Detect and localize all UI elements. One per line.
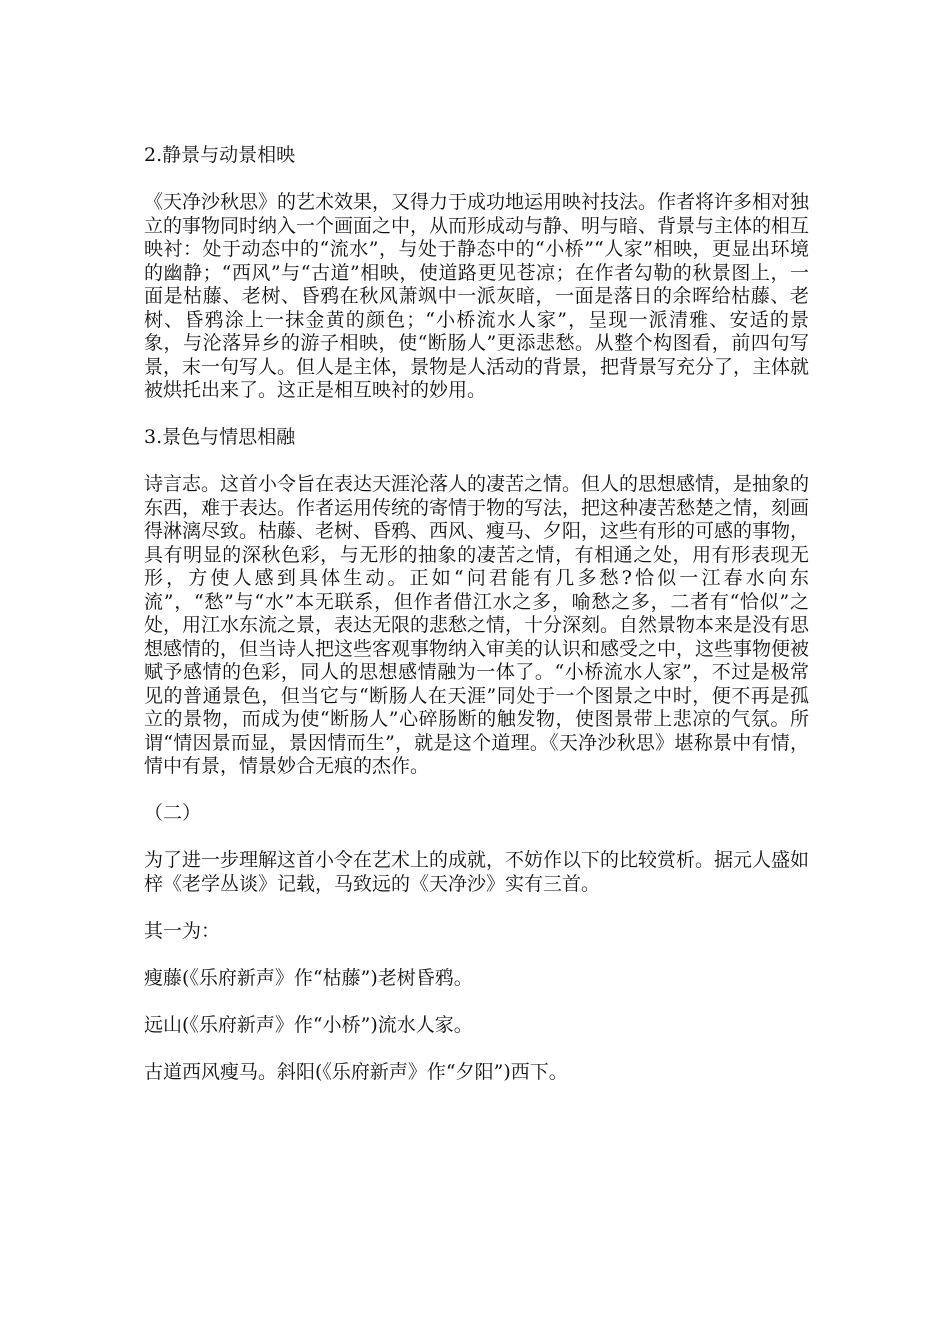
verse-line: 古道西风瘦马。斜阳(《乐府新声》作“夕阳”)西下。 [144, 1060, 568, 1083]
section-heading: 2.静景与动景相映 [144, 144, 296, 166]
verse-line: 瘦藤(《乐府新声》作“枯藤”)老树昏鸦。 [144, 966, 473, 989]
section-heading: （二） [144, 802, 202, 824]
verse-line: 远山(《乐府新声》作“小桥”)流水人家。 [144, 1013, 473, 1036]
body-paragraph: 为了进一步理解这首小令在艺术上的成就，不妨作以下的比较赏析。据元人盛如梓《老学丛谈》记载，马致远的《天净沙》实有三首。 [144, 849, 810, 895]
document-body [144, 144, 809, 1108]
section-heading: 3.景色与情思相融 [144, 426, 296, 448]
body-paragraph: 诗言志。这首小令旨在表达天涯沦落人的凄苦之情。但人的思想感情，是抽象的东西，难于表达。作者运用传统的寄情于物的写法，把这种凄苦愁楚之情，刻画得淋漓尽致。枯藤、老树、昏鸦、西风、瘦马、夕阳，这些有形的可感的事物，具有明显的深秋色彩，与无形的抽象的凄苦之情，有相通之处，用有形表现无形，方使人感到具体生动。正如“问君能有几多愁?恰似一江春水向东流”，“愁”与“水”本无联系，但作者借江水之多，喻愁之多，二者有“恰似”之处，用江水东流之景，表达无限的悲愁之情，十分深刻。自然景物本来是没有思想感情的，但当诗人把这些客观事物纳入审美的认识和感受之中，这些事物便被赋予感情的色彩，同人的思想感情融为一体了。“小桥流水人家”，不过是极常见的普通景色，但当它与“断肠人在天涯”同处于一个图景之中时，便不再是孤立的景物，而成为使“断肠人”心碎肠断的触发物，使图景带上悲凉的气氛。所谓“情因景而显，景因情而生”，就是这个道理。《天净沙秋思》堪称景中有情，情中有景，情景妙合无痕的杰作。 [144, 473, 810, 777]
body-paragraph: 其一为： [144, 919, 221, 942]
body-paragraph: 《天净沙秋思》的艺术效果，又得力于成功地运用映衬技法。作者将许多相对独立的事物同时纳入一个画面之中，从而形成动与静、明与暗、背景与主体的相互映衬：处于动态中的“流水”，与处于静态中的“小桥”“人家”相映，更显出环境的幽静；“西风”与“古道”相映，使道路更见苍凉；在作者勾勒的秋景图上，一面是枯藤、老树、昏鸦在秋风萧飒中一派灰暗，一面是落日的余晖给枯藤、老树、昏鸦涂上一抹金黄的颜色；“小桥流水人家”，呈现一派清雅、安适的景象，与沦落异乡的游子相映，使“断肠人”更添悲愁。从整个构图看，前四句写景，末一句写人。但人是主体，景物是人活动的背景，把背景写充分了，主体就被烘托出来了。这正是相互映衬的妙用。 [144, 191, 810, 401]
